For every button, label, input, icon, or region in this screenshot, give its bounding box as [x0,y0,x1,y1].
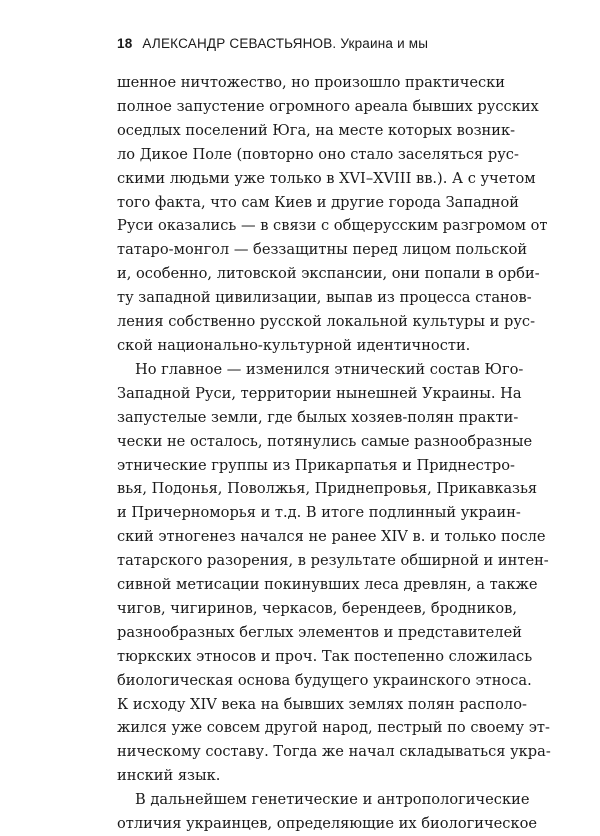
text-line: Но главное — изменился этнический состав Юго- [135,360,524,378]
paragraph [117,788,537,836]
text-line: татаро-монгол — беззащитны перед лицом польской [117,241,528,259]
text-line: того факта, что сам Киев и другие города Западной [117,193,520,211]
text-line: инский язык. [117,767,221,785]
text-line: отличия украинцев, определяющие их биологическое [117,815,537,833]
text-line: скими людьми уже только в XVI–XVIII вв.). А с учетом [117,169,536,187]
text-line: ской национально-культурной идентичности. [117,336,471,354]
text-line: жился уже совсем другой народ, пестрый по своему эт- [117,719,550,737]
running-head [117,36,428,51]
text-line: и Причерноморья и т.д. В итоге подлинный украин- [117,504,521,522]
text-line: ту западной цивилизации, выпав из процесса станов- [117,289,532,307]
text-line: ническому составу. Тогда же начал складываться укра- [117,743,551,761]
text-line: чески не осталось, потянулись самые разнообразные [117,432,533,450]
text-line: полное запустение огромного ареала бывших русских [117,97,539,115]
text-line: татарского разорения, в результате обширной и интен- [117,552,549,570]
text-line: биологическая основа будущего украинского этноса. [117,671,532,689]
text-line: запустелые земли, где былых хозяев-полян практи- [117,408,519,426]
text-line: чигов, чигиринов, черкасов, берендеев, бродников, [117,599,518,617]
text-line: шенное ничтожество, но произошло практически [117,74,506,91]
page-number: 18 [117,36,133,51]
paragraph [117,358,551,788]
text-line: К исходу XIV века на бывших землях полян располо- [117,695,527,713]
body-text [117,71,551,836]
text-line: Западной Руси, территории нынешней Украины. На [117,384,522,402]
text-line: и, особенно, литовской экспансии, они попали в орби- [117,265,540,283]
running-title: АЛЕКСАНДР СЕВАСТЬЯНОВ. Украина и мы [142,36,429,51]
text-line: этнические группы из Прикарпатья и Приднестро- [117,456,515,474]
paragraph [117,71,548,358]
text-line: вья, Подонья, Поволжья, Приднепровья, Прикавказья [117,480,538,498]
text-line: В дальнейшем генетические и антропологические [135,791,530,809]
text-line: оседлых поселений Юга, на месте которых возник- [117,121,516,139]
text-line: ления собственно русской локальной культуры и рус- [117,313,536,331]
text-line: тюркских этносов и проч. Так постепенно сложилась [117,647,533,665]
text-line: Руси оказались — в связи с общерусским разгромом от [117,217,548,235]
text-line: сивной метисации покинувших леса древлян, а также [117,576,538,594]
text-line: разнообразных беглых элементов и представителей [117,623,522,641]
text-line: ский этногенез начался не ранее XIV в. и только после [117,528,546,546]
text-line: ло Дикое Поле (повторно оно стало заселяться рус- [117,145,519,163]
